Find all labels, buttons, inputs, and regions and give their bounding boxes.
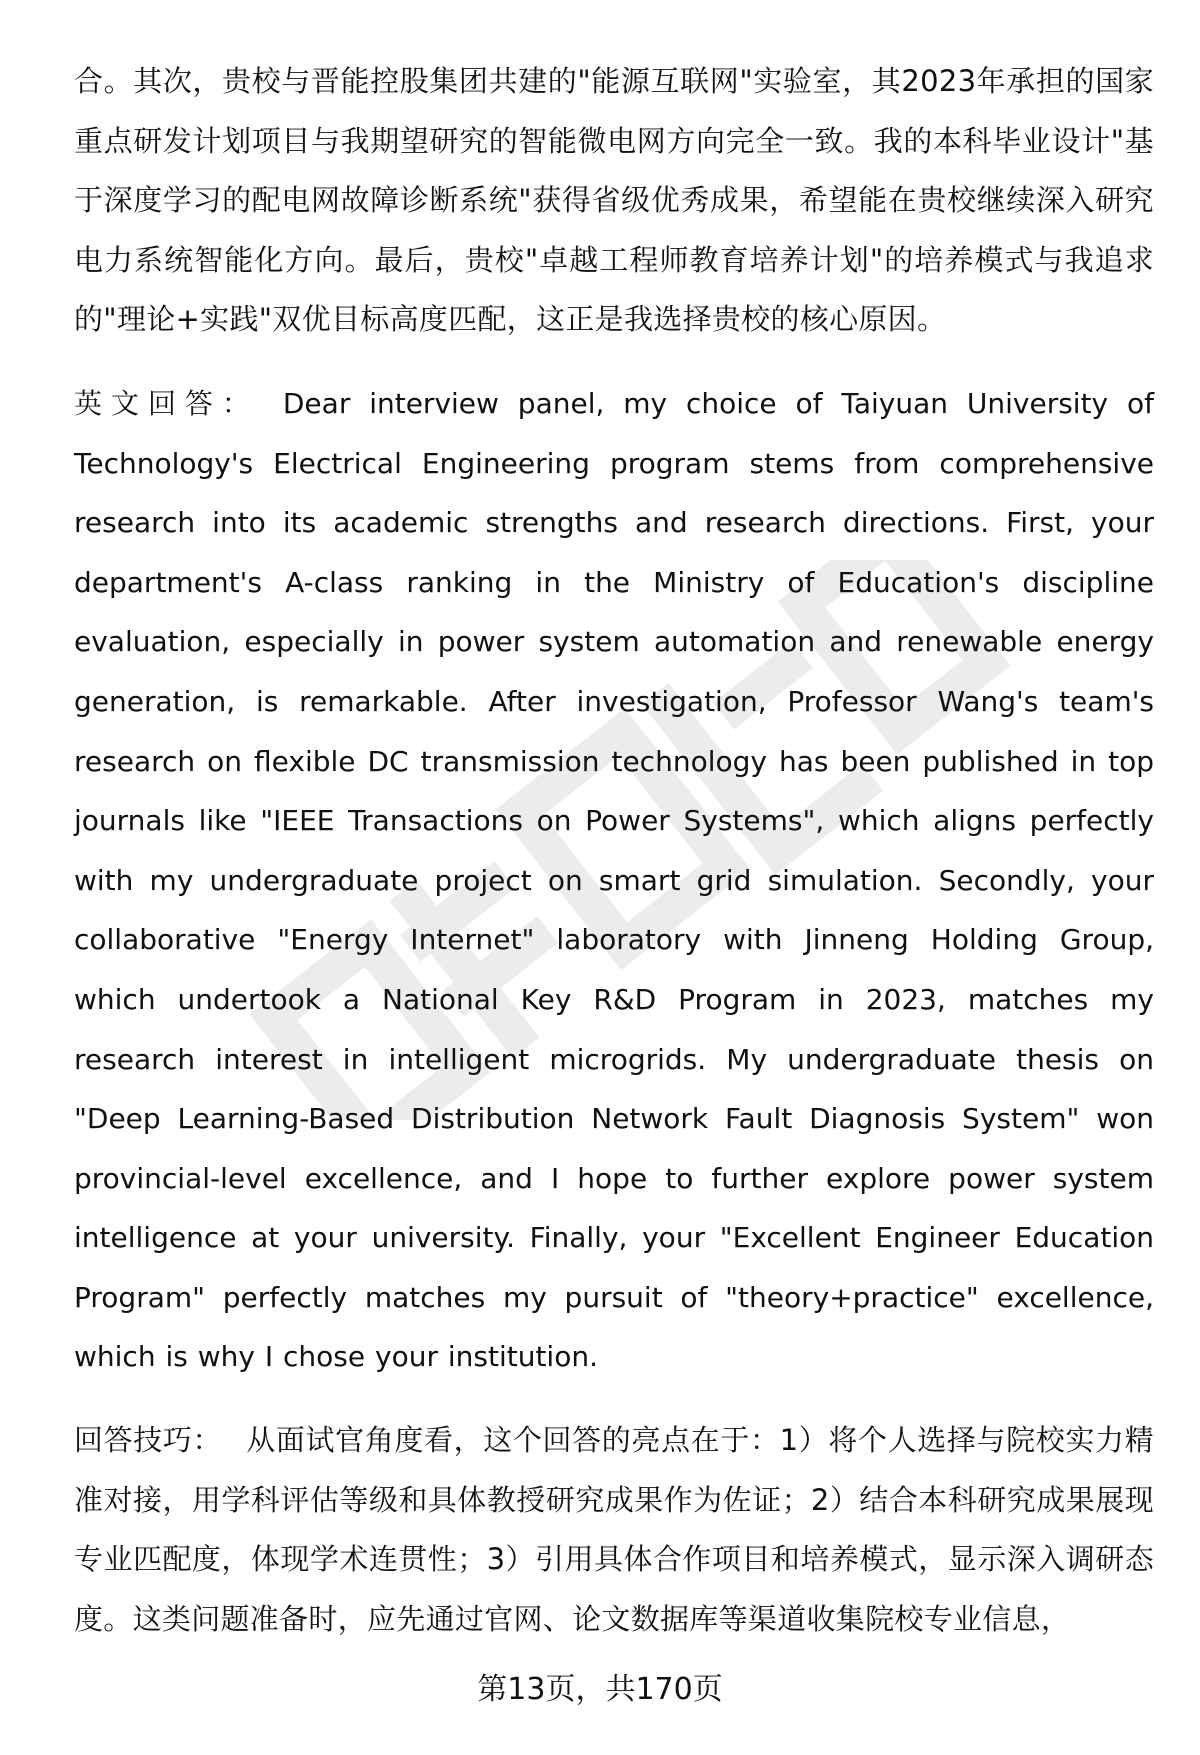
page-number-footer: 第13页，共170页: [477, 1672, 723, 1707]
answer-tips-label: 回答技巧：: [74, 1423, 223, 1458]
english-answer-label: 英文回答：: [74, 386, 259, 420]
english-answer-paragraph: [74, 374, 1154, 1387]
document-body: [74, 52, 1154, 1673]
answer-tips-paragraph: [74, 1411, 1154, 1649]
paragraph-continuation: 合。其次，贵校与晋能控股集团共建的"能源互联网"实验室，其2023年承担的国家重点研发计划项目与我期望研究的智能微电网方向完全一致。我的本科毕业设计"基于深度学习的配电网故障诊断系统"获得省级优秀成果，希望能在贵校继续深入研究电力系统智能化方向。最后，贵校"卓越工程师教育培养计划"的培养模式与我追求的"理论+实践"双优目标高度匹配，这正是我选择贵校的核心原因。: [74, 64, 1154, 337]
english-answer-text: Dear interview panel, my choice of Taiyuan University of Technology's Electrical Engineering program stems from comprehensive research into its academic strengths and research directions. First, your department's A-class ranking in the Ministry of Education's discipline evaluation, especially in power system automation and renewable energy generation, is remarkable. After investigation, Professor Wang's team's research on flexible DC transmission technology has been published in top journals like "IEEE Transactions on Power Systems", which aligns perfectly with my undergraduate project on smart grid simulation. Secondly, your collaborative "Energy Internet" laboratory with Jinneng Holding Group, which undertook a National Key R&D Program in 2023, matches my research interest in intelligent microgrids. My undergraduate thesis on "Deep Learning-Based Distribution Network Fault Diagnosis System" won provincial-level excellence, and I hope to further explore power system intelligence at your university. Finally, your "Excellent Engineer Education Program" perfectly matches my pursuit of "theory+practice" excellence, which is why I chose your institution.: [74, 386, 1154, 1374]
answer-tips-text: 从面试官角度看，这个回答的亮点在于：1）将个人选择与院校实力精准对接，用学科评估等级和具体教授研究成果作为佐证；2）结合本科研究成果展现专业匹配度，体现学术连贯性；3）引用具体合作项目和培养模式，显示深入调研态度。这类问题准备时，应先通过官网、论文数据库等渠道收集院校专业信息，: [74, 1423, 1154, 1636]
